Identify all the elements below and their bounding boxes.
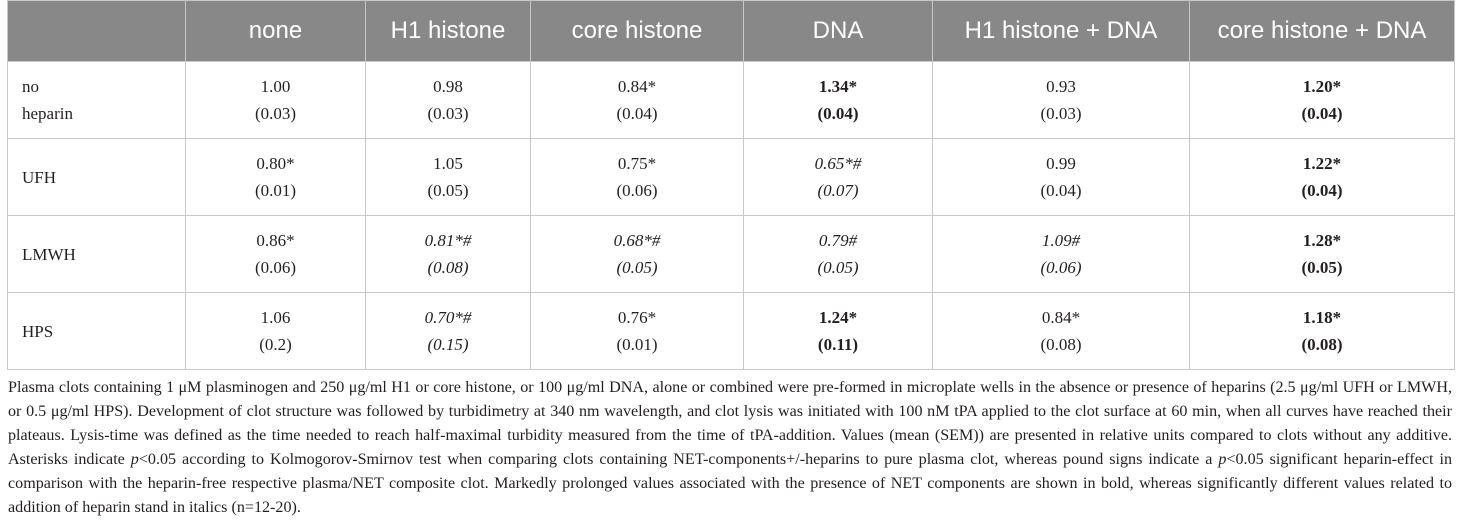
value-cell [933,293,1190,370]
cell-mean: 0.86* [256,231,295,250]
column-header: DNA [744,1,933,62]
cell-sem: (0.06) [616,181,658,200]
value-cell [744,293,933,370]
cell-mean: 1.05 [433,154,463,173]
table-row [8,62,1455,139]
row-label [8,293,186,370]
cell-mean: 0.75* [617,154,657,173]
cell-sem: (0.05) [427,181,469,200]
cell-sem: (0.08) [1040,335,1082,354]
cell-mean: 0.76* [617,308,657,327]
cell-sem: (0.2) [259,335,292,354]
cell-mean: 0.65*# [814,154,862,173]
cell-mean: 0.93 [1046,77,1076,96]
value-cell [1190,139,1455,216]
cell-mean: 0.81*# [424,231,472,250]
footnote-text-3: <0.05 significant heparin-effect in comparison with the heparin-free respective plasma/NET composite clot. Markedly prolonged values associated with the presence of NET components are shown in bold, whereas significantly different values related to addition of heparin stand in italics (n=12-20). [8,451,1452,516]
cell-mean: 0.98 [433,77,463,96]
cell-sem: (0.04) [817,104,859,123]
footnote-p-symbol: p [1218,451,1227,468]
cell-mean: 1.06 [260,308,291,327]
cell-mean: 0.84* [1041,308,1081,327]
value-cell [744,139,933,216]
value-cell [933,216,1190,293]
value-cell [933,139,1190,216]
footnote-text-2: <0.05 according to Kolmogorov-Smirnov test when comparing clots containing NET-components+/-heparins to pure plasma clot, whereas pound signs indicate a [138,451,1219,468]
cell-mean: 0.79# [818,231,858,250]
column-header: H1 histone [366,1,531,62]
value-cell [744,216,933,293]
column-header: core histone + DNA [1190,1,1455,62]
cell-mean: 1.24* [818,308,858,327]
value-cell [744,62,933,139]
footnote-text-1: Plasma clots containing 1 μM plasminogen and 250 μg/ml H1 or core histone, or 100 μg/ml DNA, alone or combined were pre-formed in microplate wells in the absence or presence of heparins (2.5 μg/ml UFH or LMWH, or 0.5 μg/ml HPS). Development of clot structure was followed by turbidimetry at 340 nm wavelength, and clot lysis was initiated with 100 nM tPA applied to the clot surface at 60 min, when all curves have reached their plateaus. Lysis-time was defined as the time needed to reach half-maximal turbidity measured from the time of tPA-addition. Values (mean (SEM)) are presented in relative units compared to clots without any additive. Asterisks indicate [8,379,1452,468]
cell-sem: (0.05) [1301,258,1343,277]
value-cell [186,62,366,139]
cell-mean: 0.70*# [424,308,472,327]
table-row [8,293,1455,370]
value-cell [531,62,744,139]
cell-mean: 1.34* [818,77,858,96]
footnote-p-symbol: p [130,451,139,468]
column-header: none [186,1,366,62]
cell-sem: (0.04) [616,104,658,123]
cell-sem: (0.07) [817,181,859,200]
table-footnote [8,376,1452,520]
cell-sem: (0.06) [1040,258,1082,277]
table-row [8,139,1455,216]
row-label-line: heparin [22,104,73,123]
cell-mean: 0.84* [617,77,657,96]
row-label [8,62,186,139]
cell-sem: (0.03) [427,104,469,123]
cell-sem: (0.04) [1040,181,1082,200]
value-cell [1190,62,1455,139]
cell-mean: 0.68*# [613,231,661,250]
lysis-time-table [7,0,1455,370]
cell-mean: 1.28* [1302,231,1342,250]
value-cell [531,139,744,216]
cell-sem: (0.01) [254,181,297,200]
row-label-line: HPS [22,321,54,341]
cell-sem: (0.05) [817,258,859,277]
cell-mean: 0.99 [1046,154,1076,173]
cell-sem: (0.08) [1301,335,1343,354]
table-row [8,216,1455,293]
cell-sem: (0.05) [616,258,658,277]
row-label-line: no [22,77,39,96]
cell-sem: (0.03) [1040,104,1082,123]
cell-sem: (0.06) [254,258,297,277]
value-cell [366,216,531,293]
value-cell [186,139,366,216]
header-corner-cell [8,1,186,62]
row-label [8,216,186,293]
value-cell [531,293,744,370]
value-cell [531,216,744,293]
column-header: core histone [531,1,744,62]
value-cell [366,62,531,139]
cell-sem: (0.01) [616,335,658,354]
cell-mean: 1.00 [260,77,291,96]
cell-mean: 0.80* [256,154,295,173]
value-cell [186,293,366,370]
table-header [8,1,1455,62]
cell-mean: 1.20* [1302,77,1342,96]
cell-sem: (0.04) [1301,181,1343,200]
value-cell [366,139,531,216]
row-label-line: UFH [22,167,57,187]
cell-mean: 1.18* [1302,308,1342,327]
value-cell [1190,293,1455,370]
value-cell [1190,216,1455,293]
cell-sem: (0.11) [817,335,859,354]
row-label [8,139,186,216]
table-body [8,62,1455,370]
cell-mean: 1.22* [1302,154,1342,173]
cell-mean: 1.09# [1041,231,1081,250]
column-header: H1 histone + DNA [933,1,1190,62]
cell-sem: (0.08) [427,258,469,277]
row-label-line: LMWH [22,244,76,264]
cell-sem: (0.15) [427,335,469,354]
value-cell [933,62,1190,139]
value-cell [366,293,531,370]
value-cell [186,216,366,293]
cell-sem: (0.04) [1301,104,1343,123]
cell-sem: (0.03) [254,104,297,123]
